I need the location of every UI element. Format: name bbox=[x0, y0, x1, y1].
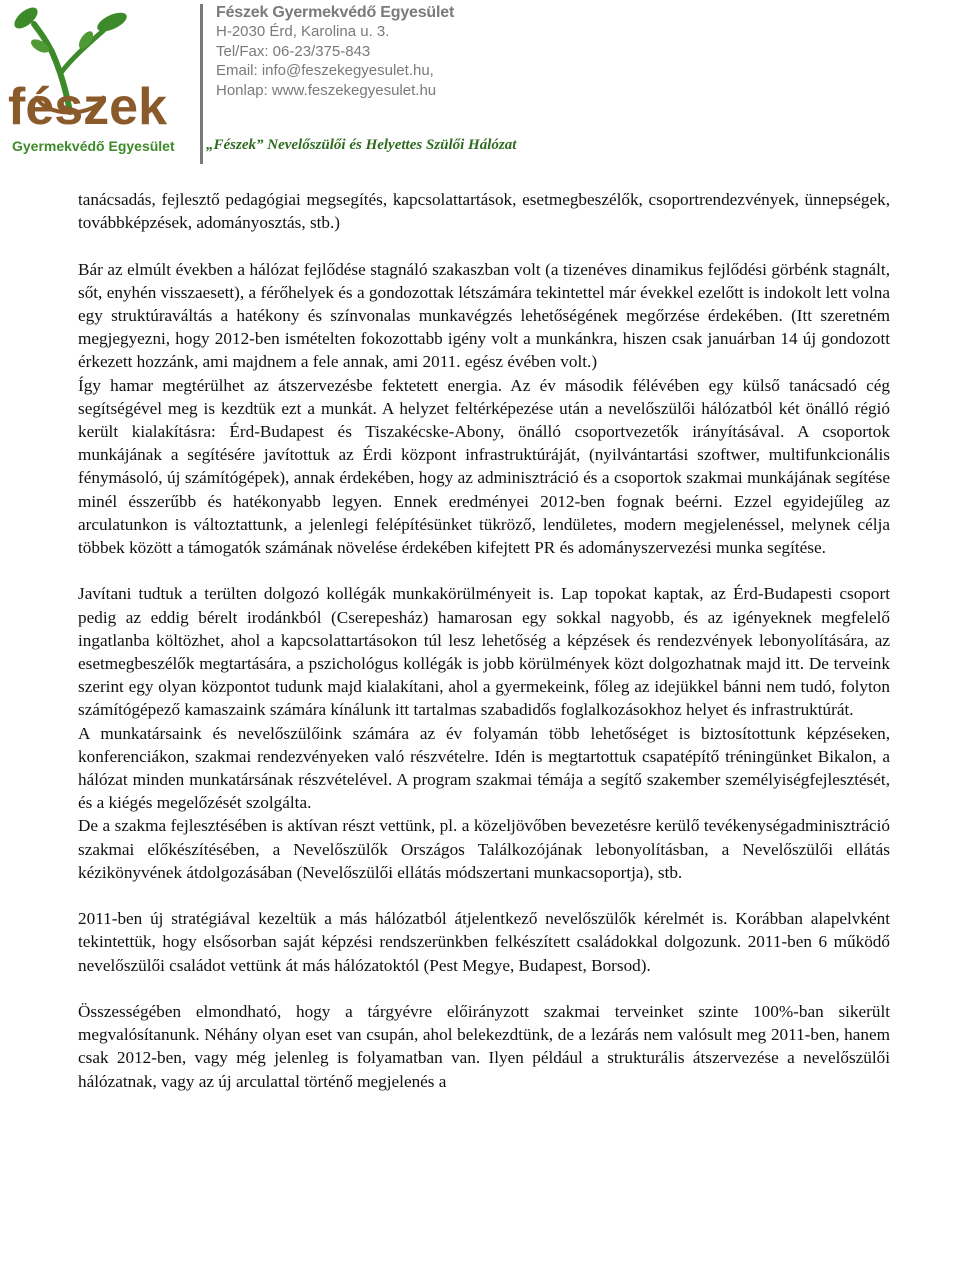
paragraph: 2011-ben új stratégiával kezeltük a más hálózatból átjelentkező nevelőszülők kérelmét is. Korábban alapelvként tekintettük, hogy elsősorban saját képzési rendszerünkben felkészített családokkal dolgozunk. 2011-ben 6 működő nevelőszülői családot vettünk át más hálózatoktól (Pest Megye, Budapest, Borsod). bbox=[78, 909, 890, 975]
paragraph-spacer bbox=[78, 884, 890, 907]
paragraph: tanácsadás, fejlesztő pedagógiai megsegítés, kapcsolattartások, esetmegbeszélők, csoportrendezvények, ünnepségek, továbbképzések, adományosztás, stb.) bbox=[78, 190, 890, 233]
logo-wordmark: fészek bbox=[8, 78, 167, 136]
logo-subtitle: Gyermekvédő Egyesület bbox=[12, 138, 175, 154]
network-title: „Fészek” Nevelőszülői és Helyettes Szülői Hálózat bbox=[206, 137, 517, 153]
header-divider bbox=[200, 4, 203, 164]
paragraph: De a szakma fejlesztésében is aktívan részt vettünk, pl. a közeljövőben bevezetésre kerülő tevékenységadminisztráció szakmai előkészítésében, a Nevelőszülők Országos Találkozójának lebonyolításban, a Nevelőszülői ellátás kézikönyvének átdolgozásában (Nevelőszülői ellátás módszertani munkacsoportja), stb. bbox=[78, 816, 890, 882]
paragraph: Összességében elmondható, hogy a tárgyévre előirányzott szakmai terveinket szinte 100%-ban sikerült megvalósítanunk. Néhány olyan eset van csupán, ahol belekezdtünk, de a lezárás nem valósult meg 2011-ben, hanem csak 2012-ben, vagy még jelenleg is folyamatban van. Ilyen például a strukturális átszervezése a nevelőszülői hálózatnak, vagy az új arculattal történő megjelenés a bbox=[78, 1002, 890, 1091]
organization-website: Honlap: www.feszekegyesulet.hu bbox=[216, 81, 437, 99]
organization-name: Fészek Gyermekvédő Egyesület bbox=[216, 4, 455, 21]
letterhead bbox=[0, 0, 960, 168]
paragraph: Javítani tudtuk a terülten dolgozó kollégák munkakörülményeit is. Lap topokat kaptak, az Érd-Budapesti csoport pedig az eddig bérelt irodánkból (Cserepesház) hamarosan egy sokkal nagyobb, és az igényeknek megfelelő ingatlanba költözhet, ahol a kapcsolattartásokon túl lesz lehetőség a képzések és rendezvények lebonyolítására, az esetmegbeszélők megtartására, a pszichológus kollégák is jobb körülmények közt dolgozhatnak majd itt. De terveink szerint egy olyan központot tudunk majd kialakítani, ahol a gyermekeink, főleg az idejükkel bánni nem tudó, folyton számítógépező kamaszaink számára kínálunk itt tartalmas szabadidős foglalkozásokhoz helyet és infrastruktúrát. bbox=[78, 584, 890, 720]
paragraph-spacer bbox=[78, 234, 890, 257]
paragraph-spacer bbox=[78, 977, 890, 1000]
document-body bbox=[78, 188, 890, 1093]
feszek-logo bbox=[0, 0, 200, 165]
sapling-branch-icon bbox=[60, 30, 104, 74]
organization-email: Email: info@feszekegyesulet.hu, bbox=[216, 62, 434, 79]
paragraph-spacer bbox=[78, 559, 890, 582]
organization-telfax: Tel/Fax: 06-23/375-843 bbox=[216, 42, 371, 60]
paragraph: Bár az elmúlt években a hálózat fejlődése stagnáló szakaszban volt (a tizenéves dinamikus fejlődési görbénk stagnált, sőt, enyhén visszaesett), a férőhelyek és a gondozottak létszámára tekintettel már évekkel ezelőtt is indokolt lett volna egy struktúraváltás a hatékony és színvonalas munkavégzés lehetőségének megőrzése érdekében. (Itt szeretném megjegyezni, hogy 2012-ben ismételten fokozottabb igény volt a munkánkra, hiszen csak januárban 14 új gondozott érkezett hozzánk, ami majdnem a fele annak, ami 2011. egész évében volt.) bbox=[78, 259, 890, 372]
organization-contact-block bbox=[216, 4, 454, 100]
paragraph: A munkatársaink és nevelőszülőink számára az év folyamán több lehetőséget is biztosítottunk képzéseken, konferenciákon, szakmai rendezvényeken való részvételre. Idén is megtartottuk csapatépítő tréningünket Bikalon, a hálózat minden munkatársának részvételével. A program szakmai témája a segítő szakember személyiségfejlesztését, és a kiégés megelőzését szolgálta. bbox=[78, 723, 890, 813]
paragraph: Így hamar megtérülhet az átszervezésbe fektetett energia. Az év második félévében egy külső tanácsadó cég segítségével meg is kezdtük ezt a munkát. A helyzet feltérképezése után a nevelőszülői hálózatból két önálló régió került kialakításra: Érd-Budapest és Tiszakécske-Abony, önálló csoportvezetők irányításával. A csoportok munkájának a segítésére javítottuk az Érdi központ infrastruktúráját, (nyilvántartási szoftwer, multifunkcionális fénymásoló, új számítógépek), annak érdekében, hogy az adminisztráció és a csoportok szakmai munkájának segítése minél ésszerűbb és hatékonyabb legyen. Ennek eredményei 2012-ben fognak beérni. Ezzel egyidejűleg az arculatunkon is változtattunk, a jelenlegi felépítésünket tükröző, lendületes, modern megjelenéssel, melynek célja többek között a támogatók számának növelése érdekében kifejtett PR és adományszervezési munka segítése. bbox=[78, 375, 890, 558]
organization-address: H-2030 Érd, Karolina u. 3. bbox=[216, 23, 390, 40]
